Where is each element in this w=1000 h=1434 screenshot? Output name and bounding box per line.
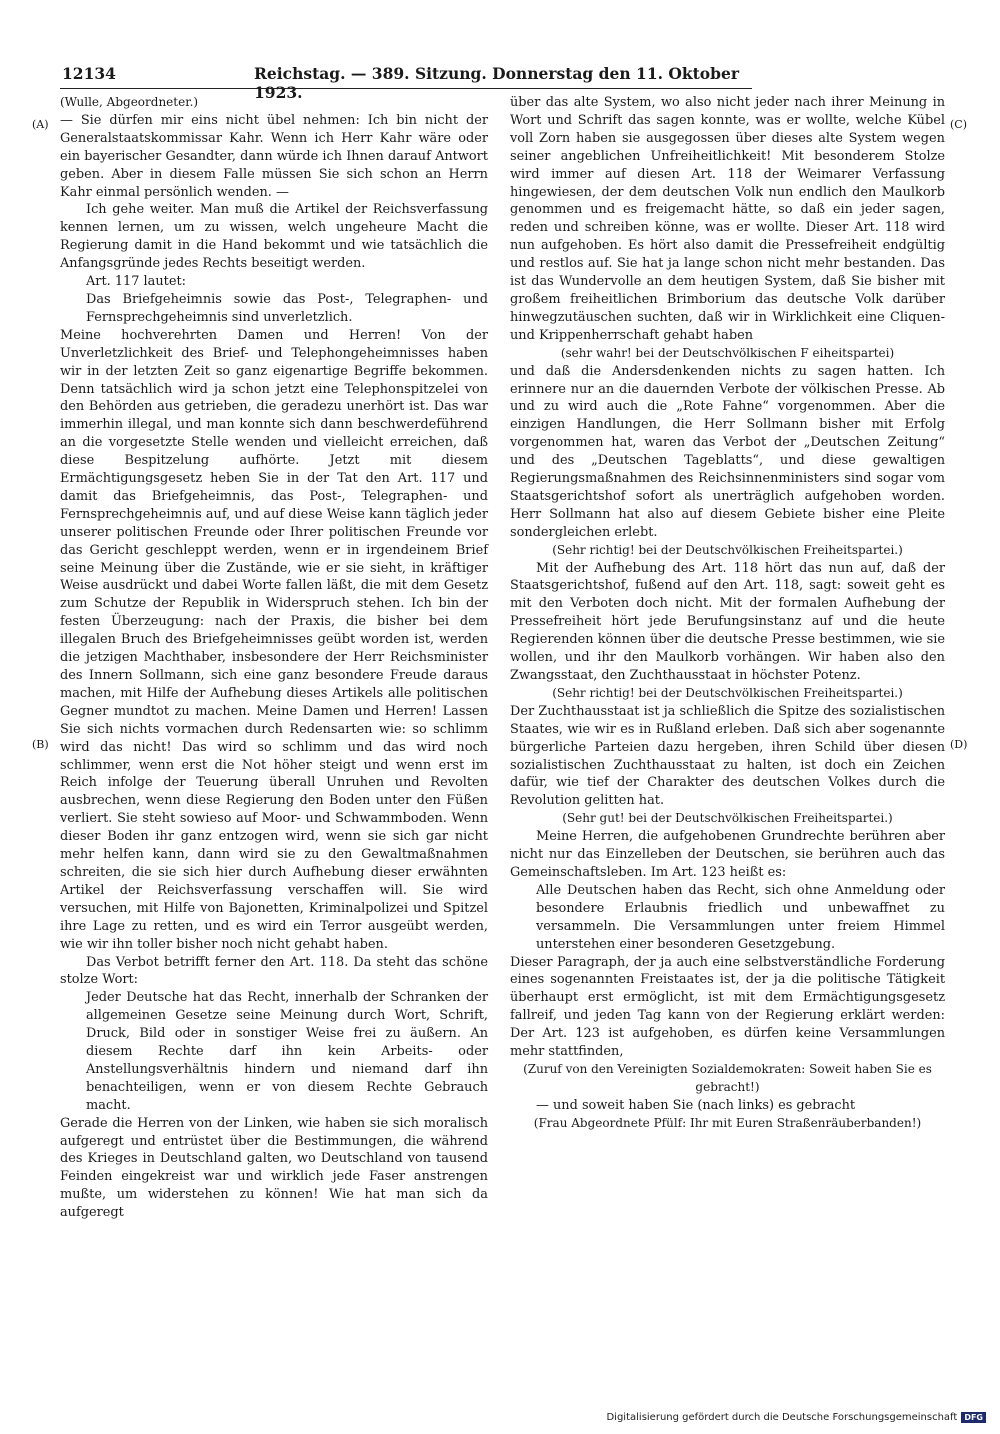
paragraph: Das Verbot betrifft ferner den Art. 118. Da steht das schöne stolze Wort: xyxy=(60,954,488,988)
left-column xyxy=(60,94,488,1222)
paragraph: Der Zuchthausstaat ist ja schließlich die Spitze des sozialistischen Staates, wie wir es in Rußland erleben. Daß sich aber sogenannte bürgerliche Parteien dazu hergeben, ihren Schild über diesen sozialistischen Zuchthausstaat zu halten, ist doch ein Zeichen dafür, wie tief der Charakter des deutschen Volkes durch die Revolution gelitten hat. xyxy=(510,703,945,809)
paragraph: Meine Herren, die aufgehobenen Grundrechte berühren aber nicht nur das Einzelleben der Deutschen, sie berühren auch das Gemeinschaftsleben. Im Art. 123 heißt es: xyxy=(510,829,945,880)
paragraph: Gerade die Herren von der Linken, wie haben sie sich moralisch aufgeregt und entrüstet über die Bestimmungen, die während des Krieges in Deutschland galten, wo Deutschland von tausend Feinden eingekreist war und wirklich jede Faser anstrengen mußte, um widerstehen zu können! Wie hat man sich da aufgeregt xyxy=(60,1115,488,1221)
paragraph: und daß die Andersdenkenden nichts zu sagen hatten. Ich erinnere nur an die dauernden Verbote der völkischen Presse. Ab und zu wird auch die „Rote Fahne“ vorgenommen. Aber die einzigen Handlungen, die Herr Sollmann bisher mit Erfolg vorgenommen hat, waren das Verbot der „Deutschen Zeitung“ und des „Deutschen Tageblatts“, und diese gewaltigen Regierungsmaßnahmen des Reichsinnenministers sind sogar vom Staatsgerichtshof sofort als unerträglich aufgehoben worden. Herr Sollmann hat also auf diesem Gebiete bisher eine Pleite sondergleichen erlebt. xyxy=(510,363,945,540)
paragraph: — und soweit haben Sie (nach links) es gebracht xyxy=(536,1097,856,1113)
running-title: Reichstag. — 389. Sitzung. Donnerstag den 11. Oktober 1923. xyxy=(254,64,739,102)
paragraph: Mit der Aufhebung des Art. 118 hört das nun auf, daß der Staatsgerichtshof, fußend auf den Art. 118, sagt: soweit geht es mit den Verboten doch nicht. Mit der formalen Aufhebung der Pressefreiheit hört jede Berufungsinstanz auf und die heute Regierenden können über die deutsche Presse bestimmen, wie sie wollen, und ihr den Maulkorb vorhängen. Wir haben also den Zwangsstaat, den Zuchthausstaat in höchster Potenz. xyxy=(510,560,945,683)
interjection: (Zuruf von den Vereinigten Sozialdemokraten: Soweit haben Sie es gebracht!) xyxy=(523,1061,932,1094)
speaker-label: (Wulle, Abgeordneter.) xyxy=(60,95,199,109)
right-column xyxy=(510,94,945,1133)
paragraph: Art. 117 lautet: xyxy=(86,274,186,290)
paragraph: — Sie dürfen mir eins nicht übel nehmen: Ich bin nicht der Generalstaatskommissar Kahr. Wenn ich Herr Kahr wäre oder ein bayerischer Gesandter, dann würde ich Ihnen darauf Antwort geben. Aber in diesem Falle müssen Sie sich schon an Herrn Kahr einmal persönlich wenden. — xyxy=(60,112,488,200)
interjection: (Frau Abgeordnete Pfülf: Ihr mit Euren Straßenräuberbanden!) xyxy=(533,1115,922,1130)
margin-marker-d: (D) xyxy=(950,738,968,751)
margin-marker-c: (C) xyxy=(950,118,967,131)
interjection: (Sehr richtig! bei der Deutschvölkischen Freiheitspartei.) xyxy=(552,542,903,557)
block-quote: Jeder Deutsche hat das Recht, innerhalb der Schranken der allgemeinen Gesetze seine Meinung durch Wort, Schrift, Druck, Bild oder in sonstiger Weise frei zu äußern. An diesem Rechte darf ihn kein Arbeits- oder Anstellungsverhältnis hindern und niemand darf ihn benachteiligen, wenn er von diesem Rechte Gebrauch macht. xyxy=(86,990,488,1113)
dfg-logo: DFG xyxy=(961,1412,986,1423)
margin-marker-b: (B) xyxy=(32,738,49,751)
block-quote: Das Briefgeheimnis sowie das Post-, Telegraphen- und Fernsprechgeheimnis sind unverletzlich. xyxy=(86,291,488,325)
interjection: (Sehr gut! bei der Deutschvölkischen Freiheitspartei.) xyxy=(562,811,893,826)
credit-text: Digitalisierung gefördert durch die Deutsche Forschungsgemeinschaft xyxy=(606,1412,958,1423)
interjection: (sehr wahr! bei der Deutschvölkischen F eiheitspartei) xyxy=(560,345,895,360)
header-rule xyxy=(60,88,752,89)
page-header xyxy=(62,64,752,102)
interjection: (Sehr richtig! bei der Deutschvölkischen Freiheitspartei.) xyxy=(552,685,903,700)
margin-marker-a: (A) xyxy=(32,118,49,131)
digitization-credit xyxy=(606,1412,986,1423)
block-quote: Alle Deutschen haben das Recht, sich ohne Anmeldung oder besondere Erlaubnis friedlich und unbewaffnet zu versammeln. Die Versammlungen unter freiem Himmel unterstehen einer besonderen Gesetzgebung. xyxy=(536,882,945,952)
paragraph: über das alte System, wo also nicht jeder nach ihrer Meinung in Wort und Schrift das sagen konnte, was er wollte, welche Kübel voll Zorn haben sie ausgegossen über dieses alte System wegen seiner angeblichen Unfreiheitlichkeit! Mit besonderem Stolze wird immer auf diesen Art. 118 der Weimarer Verfassung hingewiesen, der dem deutschen Volk nun endlich den Maulkorb genommen und es freigemacht hätte, so daß ein jeder sagen, reden und schreiben könne, was er wollte. Dieser Art. 118 wird nun aufgehoben. Es hört also damit die Pressefreiheit endgültig und restlos auf. Sie hat ja lange schon nicht mehr bestanden. Das ist das Wundervolle an dem heutigen System, daß Sie bisher mit großem freiheitlichen Brimborium das deutsche Volk darüber hinwegzutäuschen suchten, daß wir in Wirklichkeit eine Cliquen- und Krippenherrschaft gehabt haben xyxy=(510,95,945,343)
paragraph: Ich gehe weiter. Man muß die Artikel der Reichsverfassung kennen lernen, um zu wissen, welch ungeheure Macht die Regierung damit in die Hand bekommt und wie tatsächlich die Anfangsgründe jedes Rechts beseitigt werden. xyxy=(60,202,488,272)
paragraph: Dieser Paragraph, der ja auch eine selbstverständliche Forderung eines sogenannten Freistaates ist, der ja die politische Tätigkeit überhaupt erst ermöglicht, ist mit dem Ermächtigungsgesetz fallreif, und jeden Tag kann von der Regierung erklärt werden: Der Art. 123 ist aufgehoben, es dürfen keine Versammlungen mehr stattfinden, xyxy=(510,954,945,1060)
page-number: 12134 xyxy=(62,64,116,83)
paragraph: Meine hochverehrten Damen und Herren! Von der Unverletzlichkeit des Brief- und Telephongeheimnisses haben wir in der letzten Zeit so ganz eigenartige Begriffe bekommen. Denn tatsächlich wird ja schon jetzt eine Telephonspitzelei von den Behörden aus getrieben, die geradezu unerhört ist. Das war immerhin illegal, und man konnte sich dann beschwerdeführend an die vorgesetzte Stelle wenden und vielleicht erreichen, daß diese Bespitzelung aufhörte. Jetzt mit diesem Ermächtigungsgesetz heben Sie in der Tat den Art. 117 und damit das Briefgeheimnis, das Post-, Telegraphen- und Fernsprechgeheimnis auf, und auf diese Weise kann täglich jeder unserer politischen Freunde oder Ihrer politischen Freunde vor das Gericht geschleppt werden, wenn er in irgendeinem Brief seine Meinung über die Zustände, wie er sie sieht, in kräftiger Weise ausdrückt und dabei Worte fallen läßt, die mit dem Gesetz zum Schutze der Republik in Widerspruch stehen. Ich bin der festen Überzeugung: nach der Praxis, die bisher bei dem illegalen Bruch des Briefgeheimnisses geübt worden ist, werden die jetzigen Machthaber, insbesondere der Herr Reichsminister des Innern Sollmann, sich eine ganz besondere Freude daraus machen, mit Hilfe der Aufhebung dieses Artikels alle politischen Gegner mundtot zu machen. Meine Damen und Herren! Lassen Sie sich nichts vormachen durch Redensarten wie: so schlimm wird das nicht! Das wird so schlimm und das wird noch schlimmer, wenn erst die Not höher steigt und wenn erst im Reich infolge der Teuerung überall Unruhen und Revolten ausbrechen, wenn diese Regierung den Boden unter den Füßen verliert. Sie steht sowieso auf Moor- und Schwammboden. Wenn dieser Boden ihr ganz entzogen wird, wenn sie sich gar nicht mehr helfen kann, dann wird sie zu den Gewaltmaßnahmen schreiten, die sie sich hier durch Aufhebung dieser erwähnten Artikel der Reichsverfassung verschaffen will. Sie wird versuchen, mit Hilfe von Bajonetten, Kriminalpolizei und Spitzel ihre Lage zu retten, und es wird ein Terror ausgeübt werden, wie wir ihn toller bisher noch nicht gehabt haben. xyxy=(60,327,488,952)
